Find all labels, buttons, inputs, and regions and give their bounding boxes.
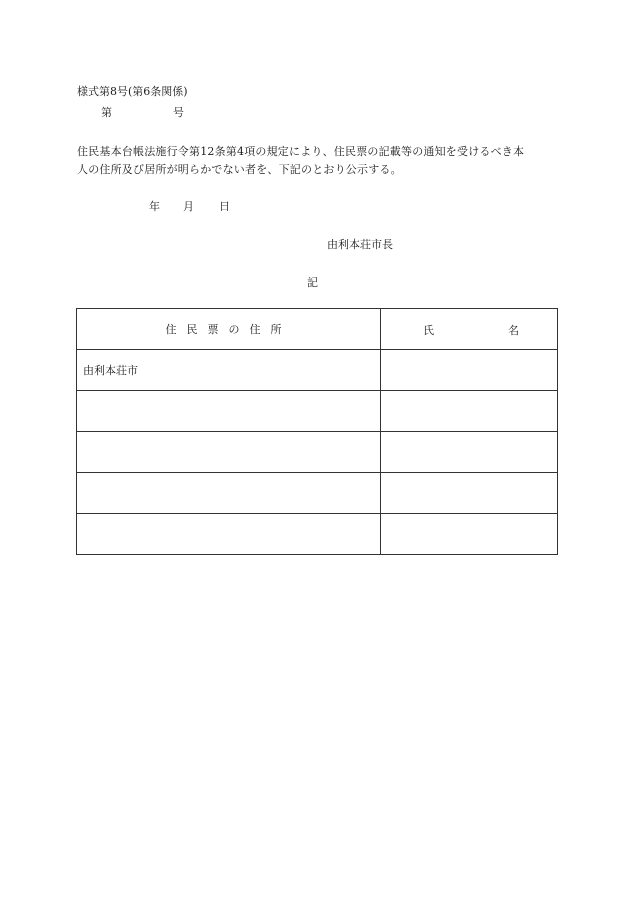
header-name <box>381 309 558 350</box>
name-cell <box>381 391 558 432</box>
table-row <box>77 514 558 555</box>
date-day-label: 日 <box>219 200 230 213</box>
table-row <box>77 350 558 391</box>
ki-heading: 記 <box>307 276 318 289</box>
doc-number-prefix: 第 <box>101 106 112 119</box>
address-cell: 由利本荘市 <box>77 350 381 391</box>
address-cell <box>77 391 381 432</box>
header-address: 住民票の住所 <box>77 309 381 350</box>
body-text-line-2: 人の住所及び居所が明らかでない者を、下記のとおり公示する。 <box>77 163 402 176</box>
date-month-label: 月 <box>183 200 194 213</box>
table-row <box>77 473 558 514</box>
body-text-line-1: 住民基本台帳法施行令第12条第4項の規定により、住民票の記載等の通知を受けるべき本 <box>77 145 525 158</box>
table-header-row <box>77 309 558 350</box>
name-cell <box>381 514 558 555</box>
table-row <box>77 432 558 473</box>
table-row <box>77 391 558 432</box>
notice-table <box>76 308 558 555</box>
doc-number-suffix: 号 <box>173 106 184 119</box>
name-cell <box>381 350 558 391</box>
name-cell <box>381 432 558 473</box>
header-name-first: 氏 <box>423 324 434 337</box>
form-number-label: 様式第8号(第6条関係) <box>77 85 188 98</box>
date-year-label: 年 <box>149 200 160 213</box>
address-cell <box>77 473 381 514</box>
address-cell <box>77 514 381 555</box>
header-name-second: 名 <box>508 324 519 337</box>
address-cell <box>77 432 381 473</box>
name-cell <box>381 473 558 514</box>
issuer-name: 由利本荘市長 <box>327 238 393 251</box>
